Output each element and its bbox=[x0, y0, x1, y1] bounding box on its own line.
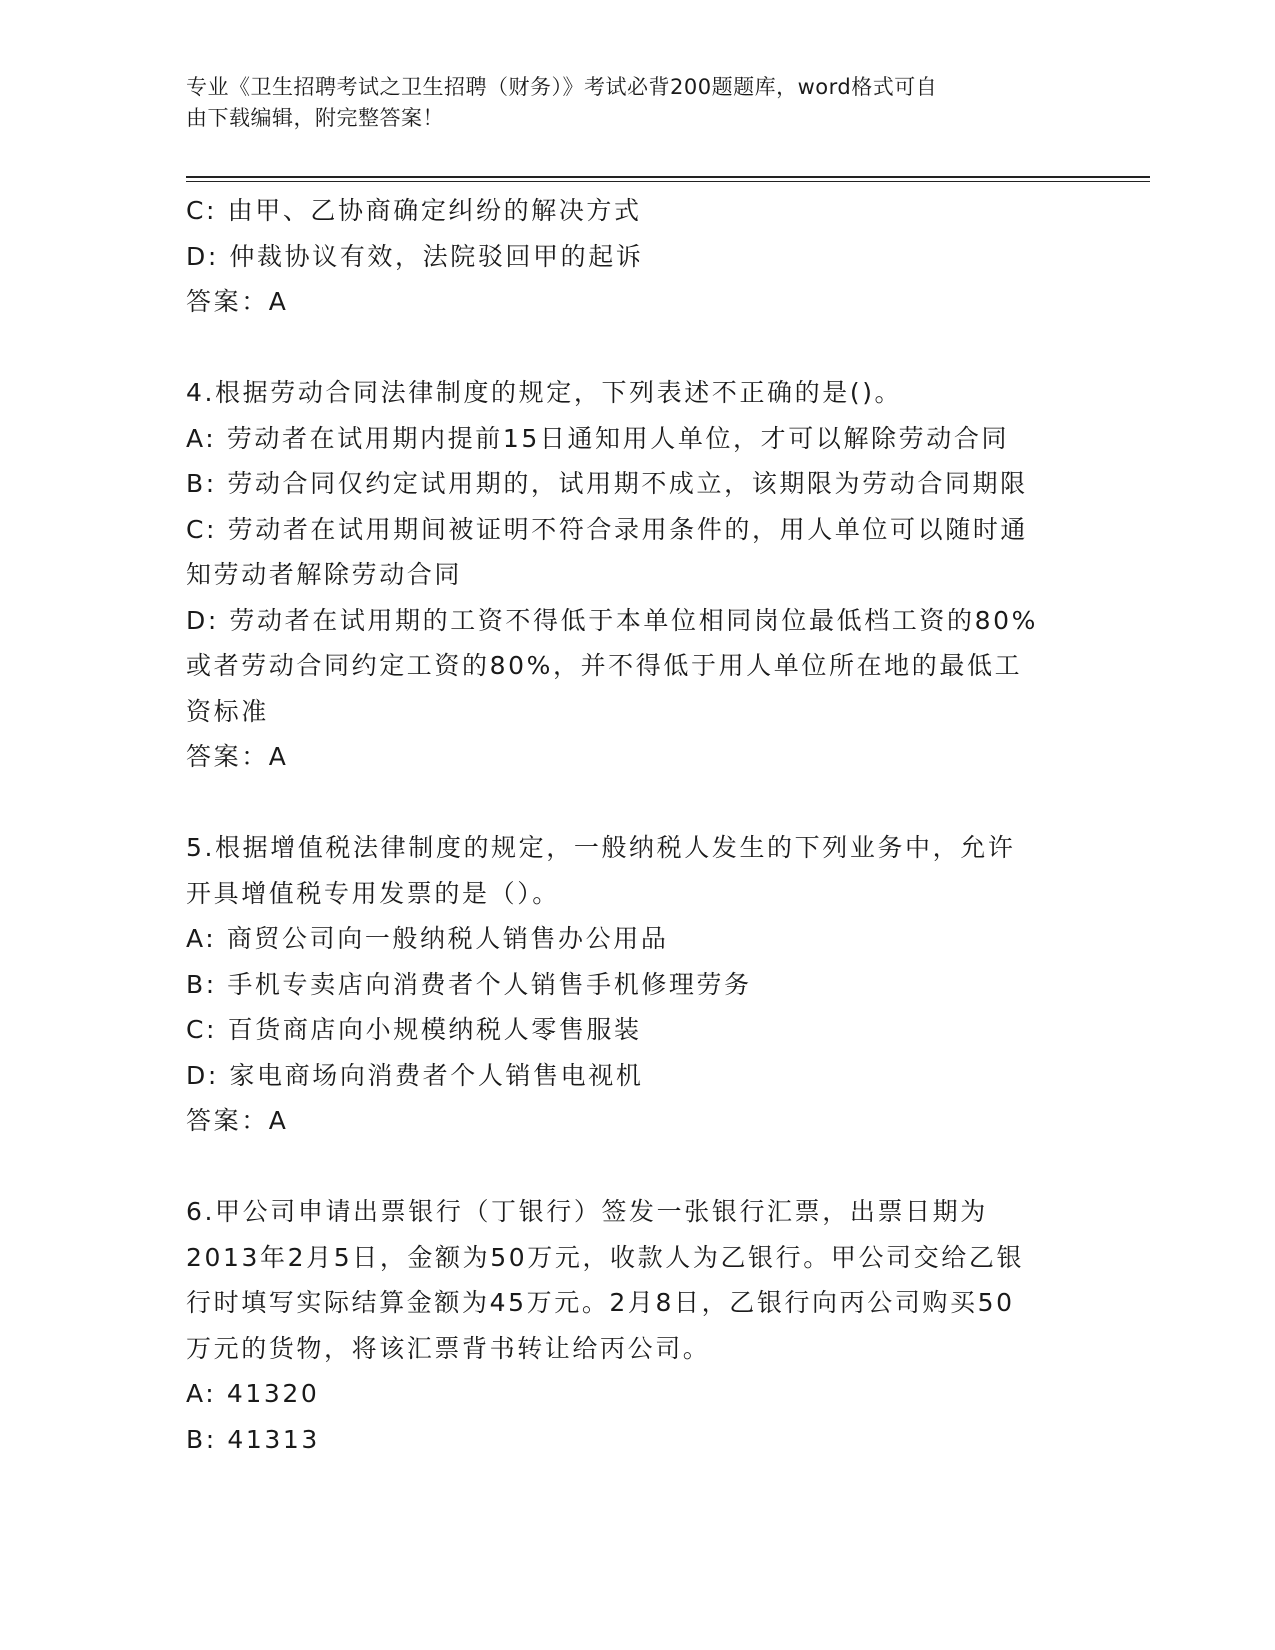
spacer bbox=[186, 325, 1086, 371]
option-d-line-2: 或者劳动合同约定工资的80%，并不得低于用人单位所在地的最低工 bbox=[186, 651, 1023, 680]
document-body bbox=[186, 188, 1086, 1462]
option-d: D: 仲裁协议有效，法院驳回甲的起诉 bbox=[186, 241, 644, 271]
question-stem-line-4: 万元的货物，将该汇票背书转让给丙公司。 bbox=[186, 1333, 711, 1363]
question-5 bbox=[186, 825, 1086, 1144]
header-divider-thick bbox=[186, 176, 1150, 178]
question-stem-line-2: 2013年2月5日，金额为50万元，收款人为乙银行。甲公司交给乙银 bbox=[186, 1242, 1025, 1272]
answer-line: 答案：A bbox=[186, 1106, 289, 1135]
question-stem: 4.根据劳动合同法律制度的规定，下列表述不正确的是()。 bbox=[186, 378, 903, 407]
question-stem-line-3: 行时填写实际结算金额为45万元。2月8日，乙银行向丙公司购买50 bbox=[186, 1288, 1015, 1317]
question-4 bbox=[186, 370, 1086, 780]
option-c-line-2: 知劳动者解除劳动合同 bbox=[186, 560, 463, 589]
option-d-line-1: D: 劳动者在试用期的工资不得低于本单位相同岗位最低档工资的80% bbox=[186, 605, 1038, 635]
question-3-continued bbox=[186, 188, 1086, 325]
option-d-line-3: 资标准 bbox=[186, 696, 269, 726]
question-6 bbox=[186, 1189, 1086, 1462]
question-stem-line-2: 开具增值税专用发票的是（）。 bbox=[186, 878, 560, 908]
option-a: A: 商贸公司向一般纳税人销售办公用品 bbox=[186, 924, 669, 953]
option-b: B: 劳动合同仅约定试用期的，试用期不成立，该期限为劳动合同期限 bbox=[186, 469, 1028, 498]
spacer bbox=[186, 780, 1086, 826]
option-d: D: 家电商场向消费者个人销售电视机 bbox=[186, 1060, 644, 1090]
option-b: B: 41313 bbox=[186, 1424, 320, 1454]
answer-line: 答案：A bbox=[186, 742, 289, 771]
option-c-line-1: C: 劳动者在试用期间被证明不符合录用条件的，用人单位可以随时通 bbox=[186, 514, 1029, 544]
header-line-2: 由下载编辑，附完整答案！ bbox=[186, 106, 444, 130]
option-a: A: 劳动者在试用期内提前15日通知用人单位，才可以解除劳动合同 bbox=[186, 423, 1010, 453]
option-a: A: 41320 bbox=[186, 1379, 320, 1408]
document-header bbox=[186, 72, 1066, 134]
answer-line: 答案：A bbox=[186, 287, 289, 316]
option-c: C: 百货商店向小规模纳税人零售服装 bbox=[186, 1015, 642, 1044]
header-divider-thin bbox=[186, 181, 1150, 182]
spacer bbox=[186, 1144, 1086, 1190]
option-b: B: 手机专卖店向消费者个人销售手机修理劳务 bbox=[186, 969, 752, 999]
option-c: C: 由甲、乙协商确定纠纷的解决方式 bbox=[186, 196, 642, 225]
question-stem-line-1: 6.甲公司申请出票银行（丁银行）签发一张银行汇票，出票日期为 bbox=[186, 1197, 988, 1226]
header-line-1: 专业《卫生招聘考试之卫生招聘（财务）》考试必背200题题库，word格式可自 bbox=[186, 75, 938, 99]
question-stem-line-1: 5.根据增值税法律制度的规定，一般纳税人发生的下列业务中，允许 bbox=[186, 833, 1016, 862]
